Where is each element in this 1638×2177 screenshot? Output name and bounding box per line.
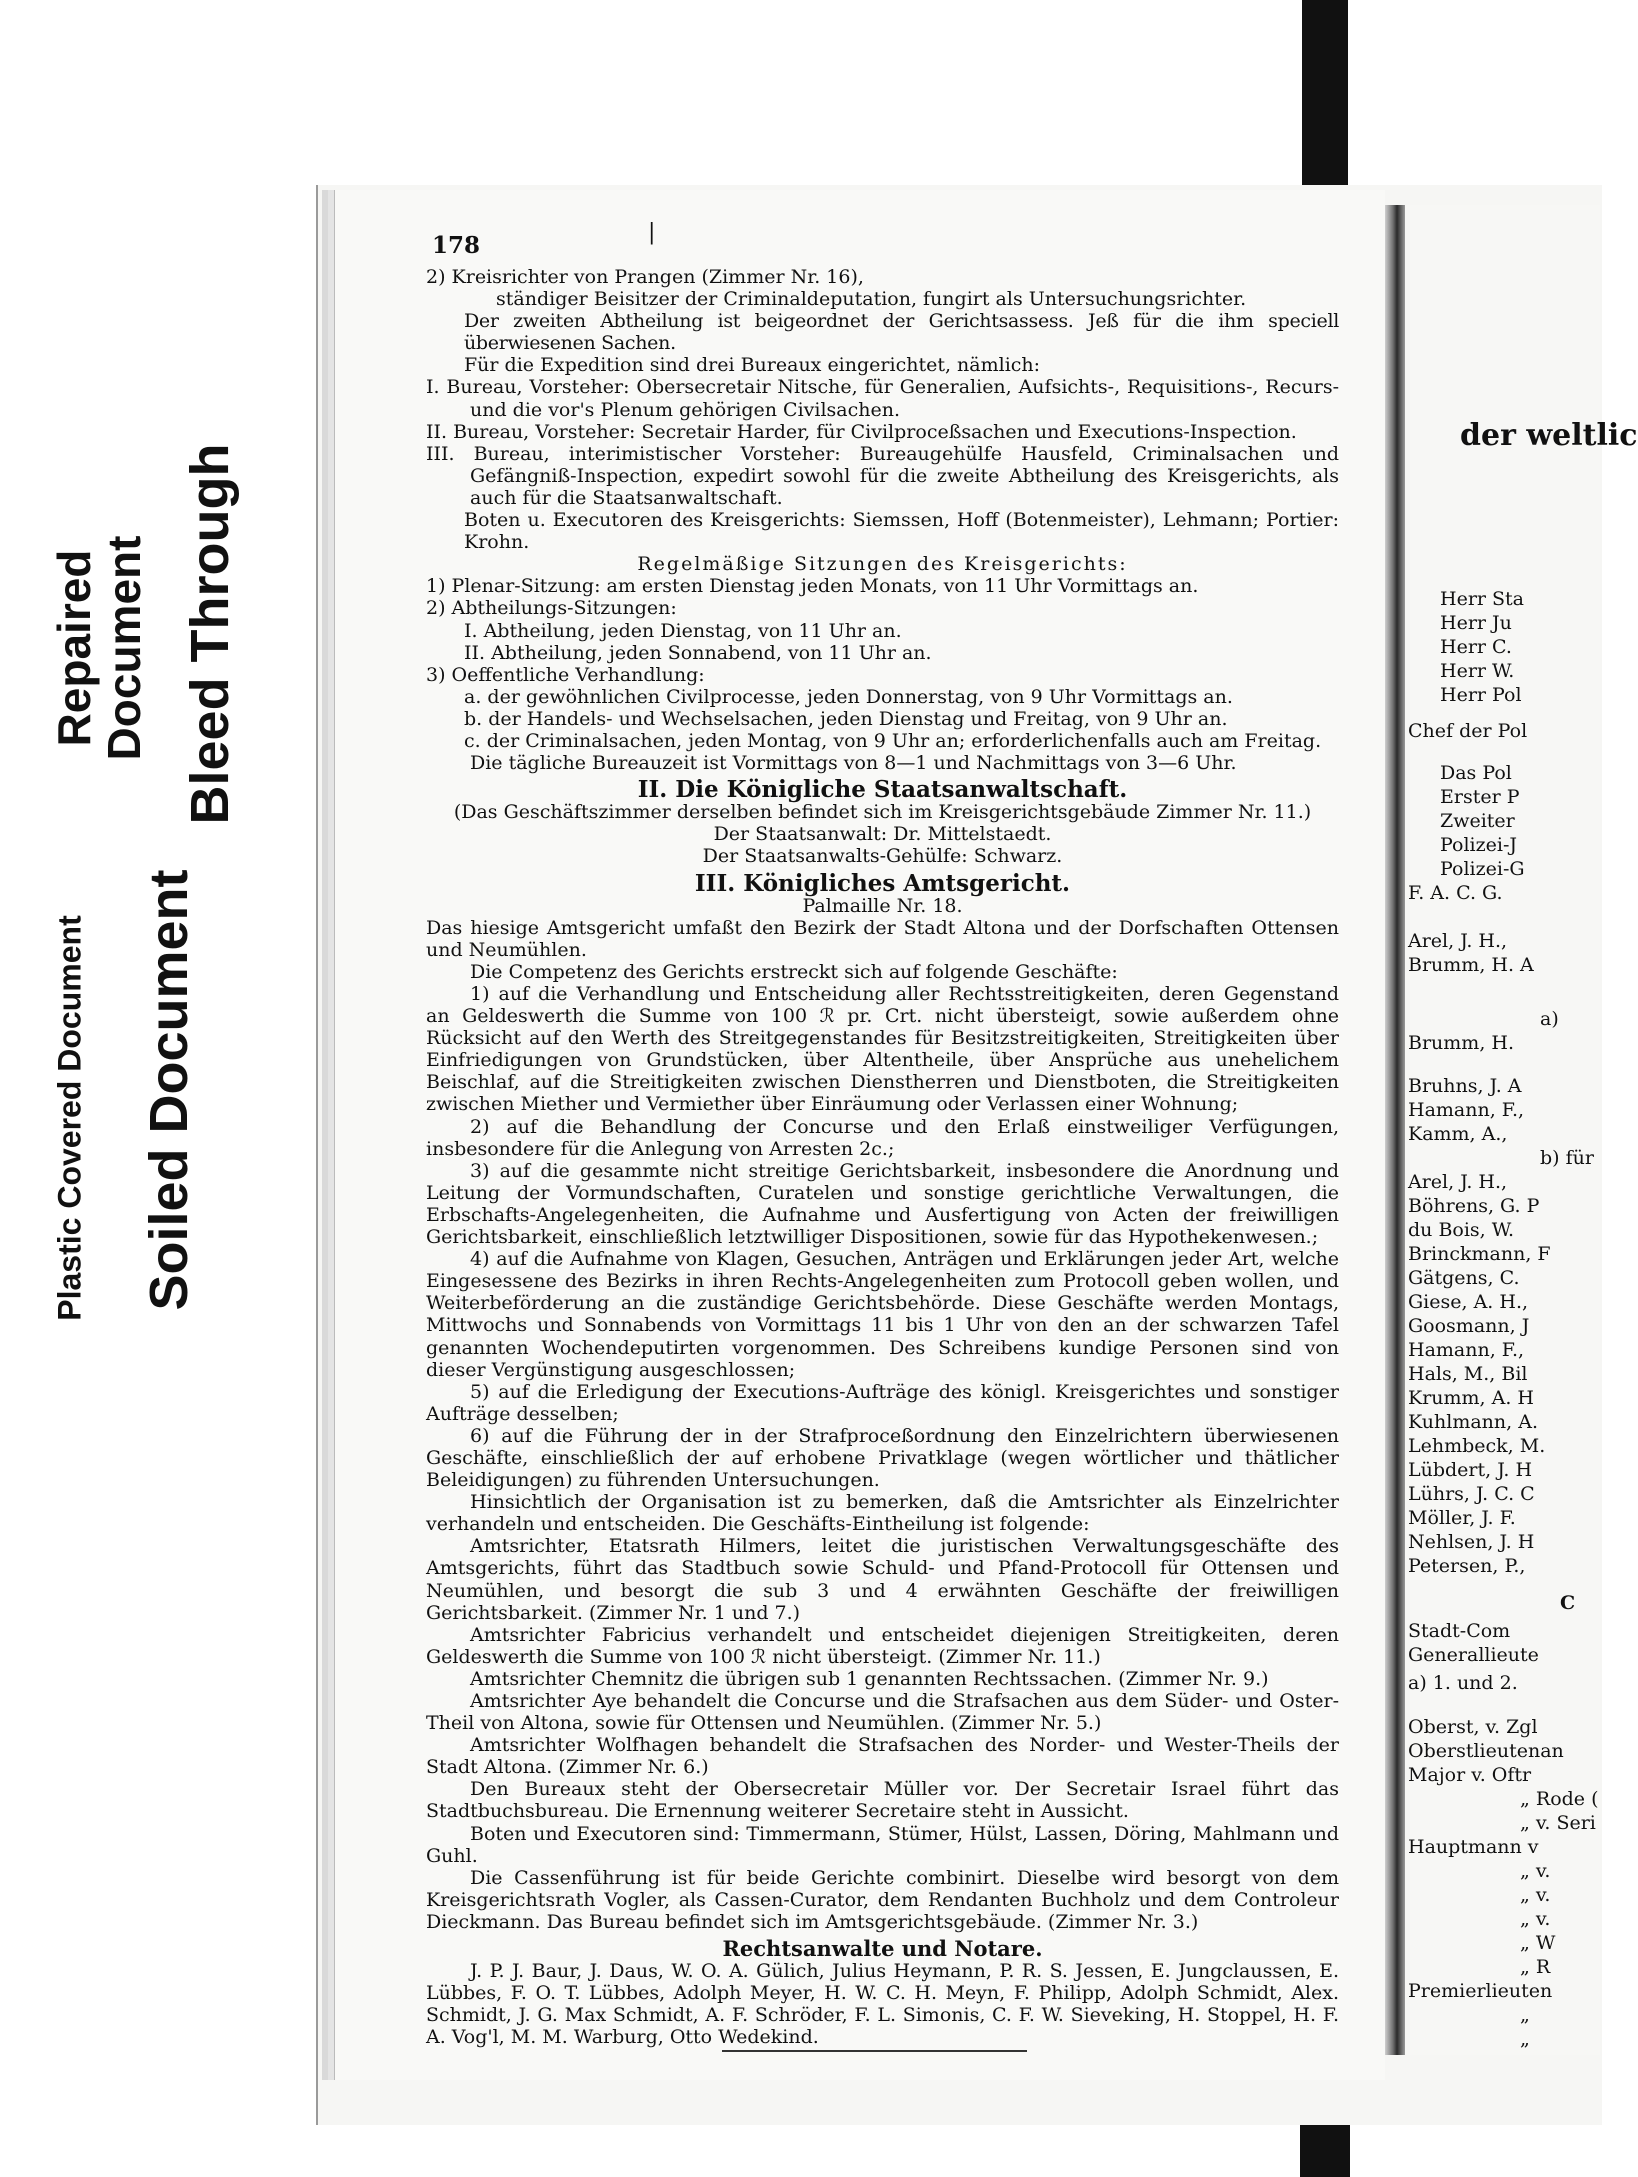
right-page-line: Polizei-G: [1440, 858, 1525, 880]
text-line: c. der Criminalsachen, jeden Montag, von 9 Uhr an; erforderlichenfalls auch am Freitag.: [464, 729, 1322, 752]
text-line: 3) Oeffentliche Verhandlung:: [426, 663, 705, 686]
text-paragraph: J. P. J. Baur, J. Daus, W. O. A. Gülich, Julius Heymann, P. R. S. Jessen, E. Jungclaussen, E. Lübbes, F. O. T. Lübbes, Adolph Meyer, H. W. C. H. Meyn, F. Philipp, Adolph Schmidt, Alex. Schmidt, J. G. Max Schmidt, A. F. Schröder, F. L. Simonis, C. F. W. Sieveking, H. Stoppel, H. F. A. Vog'l, M. M. Warburg, Otto Wedekind.: [426, 1960, 1339, 2049]
right-page-line: Herr Sta: [1440, 588, 1524, 610]
text-line: Das hiesige Amtsgericht umfaßt den Bezirk der Stadt Altona und der Dorfschaften Ottensen und Neumühlen.: [426, 916, 1339, 961]
stamp-plastic-covered-document: Plastic Covered Document: [26, 880, 114, 1356]
right-page-line: „ R: [1520, 1956, 1551, 1978]
right-page-line: Krumm, A. H: [1408, 1387, 1534, 1409]
text-line: I. Bureau, Vorsteher: Obersecretair Nitsche, für Generalien, Aufsichts-, Requisitions-, Recurs- und die vor's Plenum gehörigen Civilsachen.: [426, 376, 1339, 421]
right-page-line: „ v. Seri: [1520, 1812, 1596, 1834]
text-paragraph: 2) auf die Behandlung der Concurse und den Erlaß einstweiliger Verfügungen, insbesondere für die Anlegung von Arresten 2c.;: [426, 1115, 1339, 1160]
end-rule: [722, 2050, 1027, 2052]
text-line: Boten u. Executoren des Kreisgerichts: Siemssen, Hoff (Botenmeister), Lehmann; Portier: Krohn.: [464, 509, 1339, 554]
text-paragraph: Amtsrichter Fabricius verhandelt und entscheidet diejenigen Streitigkeiten, deren Geldeswerth die Summe von 100 ℛ nicht übersteigt. (Zimmer Nr. 11.): [426, 1623, 1339, 1668]
text-line: Der Staatsanwalt: Dr. Mittelstaedt.: [713, 823, 1052, 846]
right-page-line: „ v.: [1520, 1860, 1551, 1882]
right-page-line: Erster P: [1440, 786, 1520, 808]
right-page-line: b) für: [1540, 1147, 1594, 1169]
right-page-line: „ W: [1520, 1932, 1556, 1954]
text-paragraph: 5) auf die Erledigung der Executions-Aufträge des königl. Kreisgerichtes und sonstiger Aufträge desselben;: [426, 1380, 1339, 1425]
right-page-line: Bruhns, J. A: [1408, 1075, 1522, 1097]
right-page-line: Hamann, F.,: [1408, 1339, 1525, 1361]
text-paragraph: Amtsrichter, Etatsrath Hilmers, leitet die juristischen Verwaltungsgeschäfte des Amtsgerichts, führt das Stadtbuch sowie Schuld- und Pfand-Protocoll für Ottensen und Neumühlen, und besorgt die sub 3 und 4 erwähnten Geschäfte der freiwilligen Gerichtsbarkeit. (Zimmer Nr. 1 und 7.): [426, 1535, 1339, 1624]
stamp-bleed-through: Bleed Through: [172, 426, 248, 842]
section-heading: III. Königliches Amtsgericht.: [694, 869, 1071, 897]
text-line: II. Bureau, Vorsteher: Secretair Harder, für Civilproceßsachen und Executions-Inspection.: [426, 420, 1297, 443]
right-page-line: F. A. C. G.: [1408, 882, 1503, 904]
section-heading: II. Die Königliche Staatsanwaltschaft.: [637, 776, 1128, 804]
text-paragraph: Amtsrichter Wolfhagen behandelt die Strafsachen des Norder- und Wester-Theils der Stadt Altona. (Zimmer Nr. 6.): [426, 1734, 1339, 1779]
margin-mark: |: [648, 220, 656, 245]
right-page-line: Lührs, J. C. C: [1408, 1483, 1535, 1505]
text-paragraph: 6) auf die Führung der in der Strafproceßordnung den Einzelrichtern überwiesenen Geschäfte, einschließlich der auf erhobene Privatklage (wegen wörtlicher und thätlicher Beleidigungen) zu führenden Untersuchungen.: [426, 1424, 1339, 1492]
text-paragraph: Amtsrichter Chemnitz die übrigen sub 1 genannten Rechtssachen. (Zimmer Nr. 9.): [470, 1667, 1269, 1690]
right-page-line: „: [1520, 2028, 1530, 2050]
right-page-line: du Bois, W.: [1408, 1219, 1514, 1241]
right-page-line: Giese, A. H.,: [1408, 1291, 1529, 1313]
stamp-repaired-document: Repaired Document: [28, 462, 170, 834]
right-page-line: Hauptmann v: [1408, 1836, 1539, 1858]
right-page-line: Gätgens, C.: [1408, 1267, 1520, 1289]
page-number: 178: [432, 232, 481, 259]
right-page-title: der weltlic: [1460, 418, 1638, 453]
right-page-line: Lehmbeck, M.: [1408, 1435, 1546, 1457]
right-page-line: Lübdert, J. H: [1408, 1459, 1533, 1481]
text-line: b. der Handels- und Wechselsachen, jeden Dienstag und Freitag, von 9 Uhr an.: [464, 707, 1228, 730]
right-page-line: Nehlsen, J. H: [1408, 1531, 1535, 1553]
right-page-line: Oberstlieutenan: [1408, 1740, 1564, 1762]
stamp-soiled-document: Soiled Document: [114, 870, 224, 1310]
right-page-line: „ Rode (: [1520, 1788, 1599, 1810]
right-page-line: Brumm, H. A: [1408, 954, 1534, 976]
page-text: [426, 266, 1339, 2049]
text-paragraph: 4) auf die Aufnahme von Klagen, Gesuchen, Anträgen und Erklärungen jeder Art, welche Eingesessene des Bezirks in ihren Rechts-Angelegenheiten zum Protocoll geben wollen, und Weiterbeförderung an die zuständige Gerichtsbehörde. Diese Geschäfte werden Montags, Mittwochs und Sonnabends von Vormittags 11 bis 1 Uhr von den an der schwarzen Tafel genannten Wochendeputirten vorgenommen. Des Schreibens kundige Personen sind von dieser Vergünstigung ausgeschlossen;: [426, 1248, 1339, 1381]
section-subheading: Regelmäßige Sitzungen des Kreisgerichts:: [637, 553, 1128, 576]
right-page-line: Das Pol: [1440, 762, 1512, 784]
text-paragraph: 1) auf die Verhandlung und Entscheidung aller Rechtsstreitigkeiten, deren Gegenstand an Geldeswerth die Summe von 100 ℛ pr. Crt. nicht übersteigt, sowie außerdem ohne Rücksicht auf den Werth des Streitgegenstandes für Besitzstreitigkeiten, Streitigkeiten über Einfriedigungen von Grundstücken, über Altentheile, über Ansprüche aus unehelichem Beischlaf, auf die Streitigkeiten zwischen Dienstherren und Dienstboten, die Streitigkeiten zwischen Miether und Vermiether über Einräumung oder Verlassen einer Wohnung;: [426, 983, 1339, 1116]
right-page-line: a): [1540, 1008, 1559, 1030]
right-page-line: Major v. Oftr: [1408, 1764, 1532, 1786]
text-paragraph: Den Bureaux steht der Obersecretair Müller vor. Der Secretair Israel führt das Stadtbuchsbureau. Die Ernennung weiterer Secretaire steht in Aussicht.: [426, 1778, 1339, 1823]
right-page-line: Goosmann, J: [1408, 1315, 1530, 1337]
text-line: 2) Abtheilungs-Sitzungen:: [426, 597, 677, 620]
right-page-line: Herr Ju: [1440, 612, 1512, 634]
right-page-line: Oberst, v. Zgl: [1408, 1716, 1538, 1738]
right-page-line: „: [1520, 2004, 1530, 2026]
text-paragraph: Amtsrichter Aye behandelt die Concurse und die Strafsachen aus dem Süder- und Oster-Theil von Altona, sowie für Ottensen und Neumühlen. (Zimmer Nr. 5.): [426, 1690, 1339, 1735]
text-line: I. Abtheilung, jeden Dienstag, von 11 Uhr an.: [464, 619, 902, 642]
right-page-line: Premierlieuten: [1408, 1980, 1553, 2002]
text-line: Der zweiten Abtheilung ist beigeordnet der Gerichtsassess. Jeß für die ihm speciell überwiesenen Sachen.: [464, 310, 1339, 355]
text-line: II. Abtheilung, jeden Sonnabend, von 11 Uhr an.: [464, 641, 932, 664]
text-line: a. der gewöhnlichen Civilprocesse, jeden Donnerstag, von 9 Uhr Vormittags an.: [464, 685, 1233, 708]
text-line: Palmaille Nr. 18.: [802, 894, 963, 917]
right-page-line: „ v.: [1520, 1908, 1551, 1930]
text-line: Die Competenz des Gerichts erstreckt sich auf folgende Geschäfte:: [470, 960, 1118, 983]
text-paragraph: Hinsichtlich der Organisation ist zu bemerken, daß die Amtsrichter als Einzelrichter verhandeln und entscheiden. Die Geschäfts-Eintheilung ist folgende:: [426, 1491, 1339, 1536]
right-page-line: „ v.: [1520, 1884, 1551, 1906]
right-page-line: Möller, J. F.: [1408, 1507, 1516, 1529]
right-page-line: Herr Pol: [1440, 684, 1522, 706]
right-page-line: Arel, J. H.,: [1408, 930, 1508, 952]
right-page-line: Polizei-J: [1440, 834, 1517, 856]
right-page-line: Kuhlmann, A.: [1408, 1411, 1538, 1433]
text-line: ständiger Beisitzer der Criminaldeputation, fungirt als Untersuchungsrichter.: [496, 288, 1247, 311]
text-line: Der Staatsanwalts-Gehülfe: Schwarz.: [702, 845, 1063, 868]
book-gutter: [1385, 205, 1405, 2055]
right-page-line: Arel, J. H.,: [1408, 1171, 1508, 1193]
right-page-line: Hals, M., Bil: [1408, 1363, 1528, 1385]
binding-strip-top: [1302, 0, 1348, 205]
right-page-line: Herr C.: [1440, 636, 1512, 658]
text-line: Die tägliche Bureauzeit ist Vormittags von 8—1 und Nachmittags von 3—6 Uhr.: [470, 752, 1237, 775]
right-page-line: C: [1560, 1592, 1576, 1614]
text-paragraph: 3) auf die gesammte nicht streitige Gerichtsbarkeit, insbesondere die Anordnung und Leitung der Vormundschaften, Curatelen und sonstige gerichtliche Verwaltungen, die Erbschafts-Angelegenheiten, die Aufnahme und Ausfertigung von Acten der freiwilligen Gerichtsbarkeit, einschließlich letztwilliger Dispositionen, sowie für das Hypothekenwesen.;: [426, 1159, 1339, 1249]
text-line: 1) Plenar-Sitzung: am ersten Dienstag jeden Monats, von 11 Uhr Vormittags an.: [426, 575, 1199, 598]
right-page-line: Brumm, H.: [1408, 1032, 1515, 1054]
right-page-line: Petersen, P.,: [1408, 1555, 1526, 1577]
text-line: Für die Expedition sind drei Bureaux eingerichtet, nämlich:: [464, 354, 1041, 377]
text-line: (Das Geschäftszimmer derselben befindet sich im Kreisgerichtsgebäude Zimmer Nr. 11.): [453, 801, 1312, 824]
right-page-line: Stadt-Com: [1408, 1620, 1511, 1642]
right-page-line: Böhrens, G. P: [1408, 1195, 1540, 1217]
right-page-line: Herr W.: [1440, 660, 1515, 682]
right-page-line: Zweiter: [1440, 810, 1515, 832]
right-page-line: Chef der Pol: [1408, 720, 1528, 742]
text-line: 2) Kreisrichter von Prangen (Zimmer Nr. 16),: [426, 266, 864, 288]
right-page-line: Hamann, F.,: [1408, 1099, 1525, 1121]
right-page-line: Kamm, A.,: [1408, 1123, 1508, 1145]
section-heading: Rechtsanwalte und Notare.: [722, 1936, 1043, 1962]
text-paragraph: Boten und Executoren sind: Timmermann, Stümer, Hülst, Lassen, Döring, Mahlmann und Guhl.: [426, 1822, 1339, 1867]
right-page-line: Generallieute: [1408, 1644, 1539, 1666]
right-page-line: Brinckmann, F: [1408, 1243, 1551, 1265]
right-page-line: a) 1. und 2.: [1408, 1672, 1518, 1694]
text-line: III. Bureau, interimistischer Vorsteher: Bureaugehülfe Hausfeld, Criminalsachen und Gefängniß-Inspection, expedirt sowohl für die zweite Abtheilung des Kreisgerichts, als auch für die Staatsanwaltschaft.: [426, 442, 1339, 509]
text-paragraph: Die Cassenführung ist für beide Gerichte combinirt. Dieselbe wird besorgt von dem Kreisgerichtsrath Vogler, als Cassen-Curator, dem Rendanten Buchholz und dem Controleur Dieckmann. Das Bureau befindet sich im Amtsgerichtsgebäude. (Zimmer Nr. 3.): [426, 1866, 1339, 1933]
